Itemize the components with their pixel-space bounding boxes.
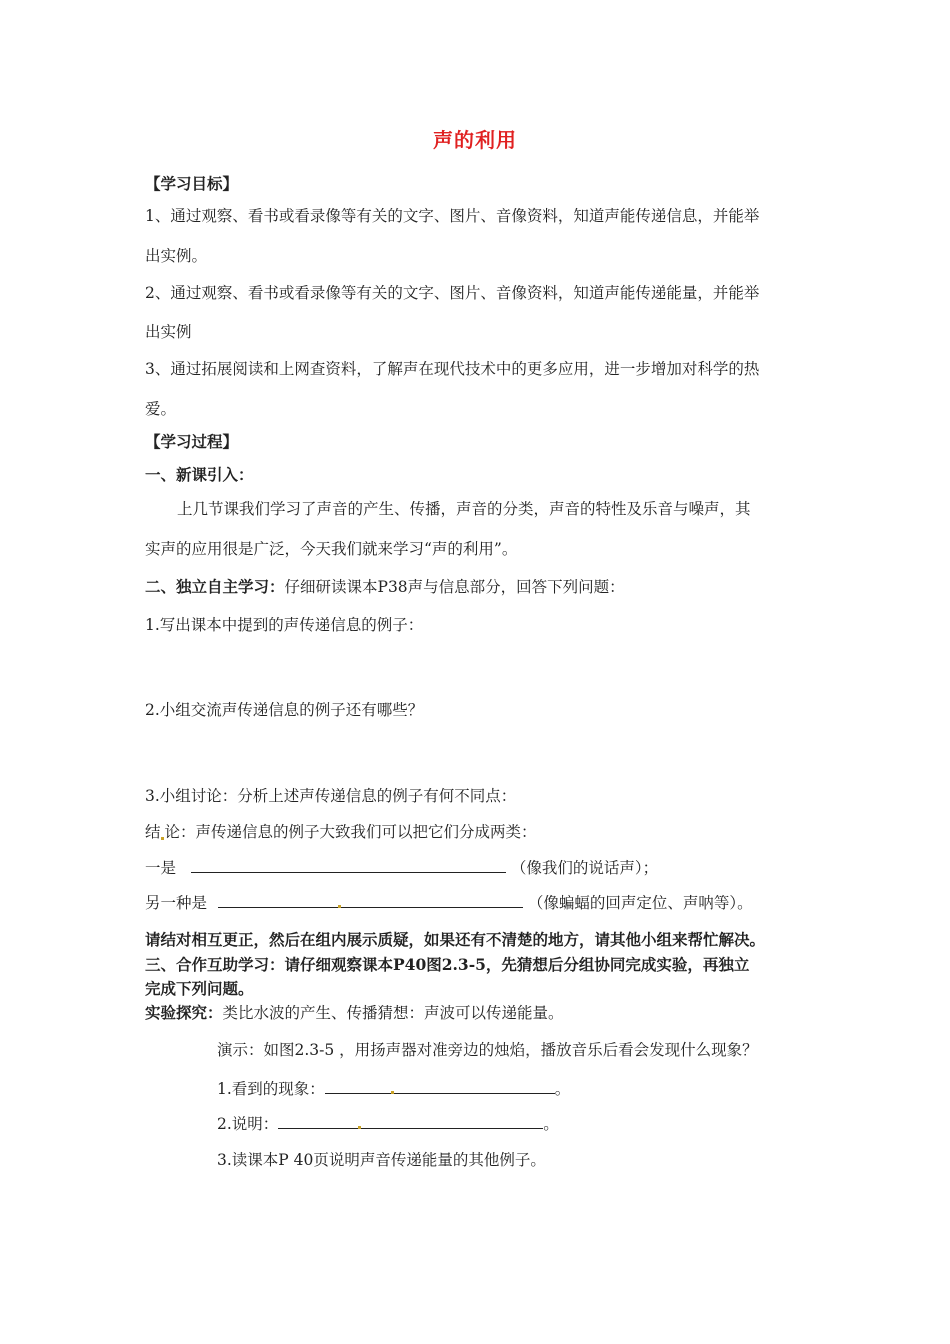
question-3: 3.小组讨论：分析上述声传递信息的例子有何不同点：: [145, 787, 517, 805]
explanation-line: [217, 1113, 559, 1134]
observation-label: 1.看到的现象：: [217, 1080, 325, 1098]
answer-blank[interactable]: [278, 1113, 543, 1129]
period: 。: [554, 1080, 571, 1098]
process-heading: 【学习过程】: [145, 432, 239, 451]
category-two-line: [145, 892, 753, 913]
conclusion-text: 论：声传递信息的例子大致我们可以把它们分成两类：: [164, 823, 537, 841]
goals-heading: 【学习目标】: [145, 174, 239, 193]
question-2: 2.小组交流声传递信息的例子还有哪些？: [145, 701, 424, 719]
conclusion-text: 结: [145, 823, 161, 841]
category-one-line: [145, 857, 658, 878]
bold-instruction: 请结对相互更正，然后在组内展示质疑，如果还有不清楚的地方，请其他小组来帮忙解决。: [145, 930, 766, 949]
mark-dot: [391, 1091, 394, 1094]
mark-dot: [358, 1126, 361, 1129]
explanation-label: 2.说明：: [217, 1115, 279, 1133]
category-two-note: （像蝙蝠的回声定位、声呐等）。: [527, 894, 753, 912]
answer-blank[interactable]: [218, 892, 523, 908]
reading-task: 3.读课本P 40页说明声音传递能量的其他例子。: [217, 1151, 546, 1169]
goal-line: 3、通过拓展阅读和上网查资料，了解声在现代技术中的更多应用，进一步增加对科学的热: [145, 360, 760, 378]
self-study-line: [145, 577, 625, 597]
demo-text: 演示：如图2.3-5 ，用扬声器对准旁边的烛焰，播放音乐后看会发现什么现象？: [217, 1041, 758, 1059]
question-1: 1.写出课本中提到的声传递信息的例子：: [145, 616, 424, 634]
experiment-line: [145, 1003, 564, 1023]
intro-paragraph: 上几节课我们学习了声音的产生、传播，声音的分类，声音的特性及乐音与噪声，其: [177, 500, 751, 518]
period: 。: [543, 1115, 559, 1133]
experiment-text: 类比水波的产生、传播猜想：声波可以传递能量。: [222, 1004, 564, 1022]
coop-heading: 完成下列问题。: [145, 979, 254, 998]
mark-dot: [161, 837, 164, 840]
category-two-label: 另一种是: [145, 894, 208, 912]
experiment-label: 实验探究：: [145, 1003, 223, 1022]
intro-paragraph: 实声的应用很是广泛，今天我们就来学习“声的利用”。: [145, 540, 518, 558]
page-title: 声的利用: [433, 128, 517, 152]
self-study-heading: 二、独立自主学习：: [145, 577, 285, 596]
intro-heading: 一、新课引入：: [145, 465, 254, 484]
answer-blank[interactable]: [191, 857, 506, 873]
observation-line: [217, 1078, 570, 1099]
category-one-note: （像我们的说话声）；: [510, 859, 659, 877]
coop-heading: 三、合作互助学习：请仔细观察课本P40图2.3-5，先猜想后分组协同完成实验，再独立: [145, 955, 750, 974]
goal-line: 出实例。: [145, 247, 208, 265]
goal-line: 出实例: [145, 323, 192, 341]
category-one-label: 一是: [145, 859, 177, 877]
mark-dot: [338, 905, 341, 908]
answer-blank[interactable]: [325, 1078, 555, 1094]
conclusion-line: [145, 822, 537, 842]
self-study-text: 仔细研读课本P38声与信息部分，回答下列问题：: [284, 578, 625, 596]
goal-line: 1、通过观察、看书或看录像等有关的文字、图片、音像资料，知道声能传递信息，并能举: [145, 207, 760, 225]
goal-line: 2、通过观察、看书或看录像等有关的文字、图片、音像资料，知道声能传递能量，并能举: [145, 284, 760, 302]
goal-line: 爱。: [145, 400, 177, 418]
